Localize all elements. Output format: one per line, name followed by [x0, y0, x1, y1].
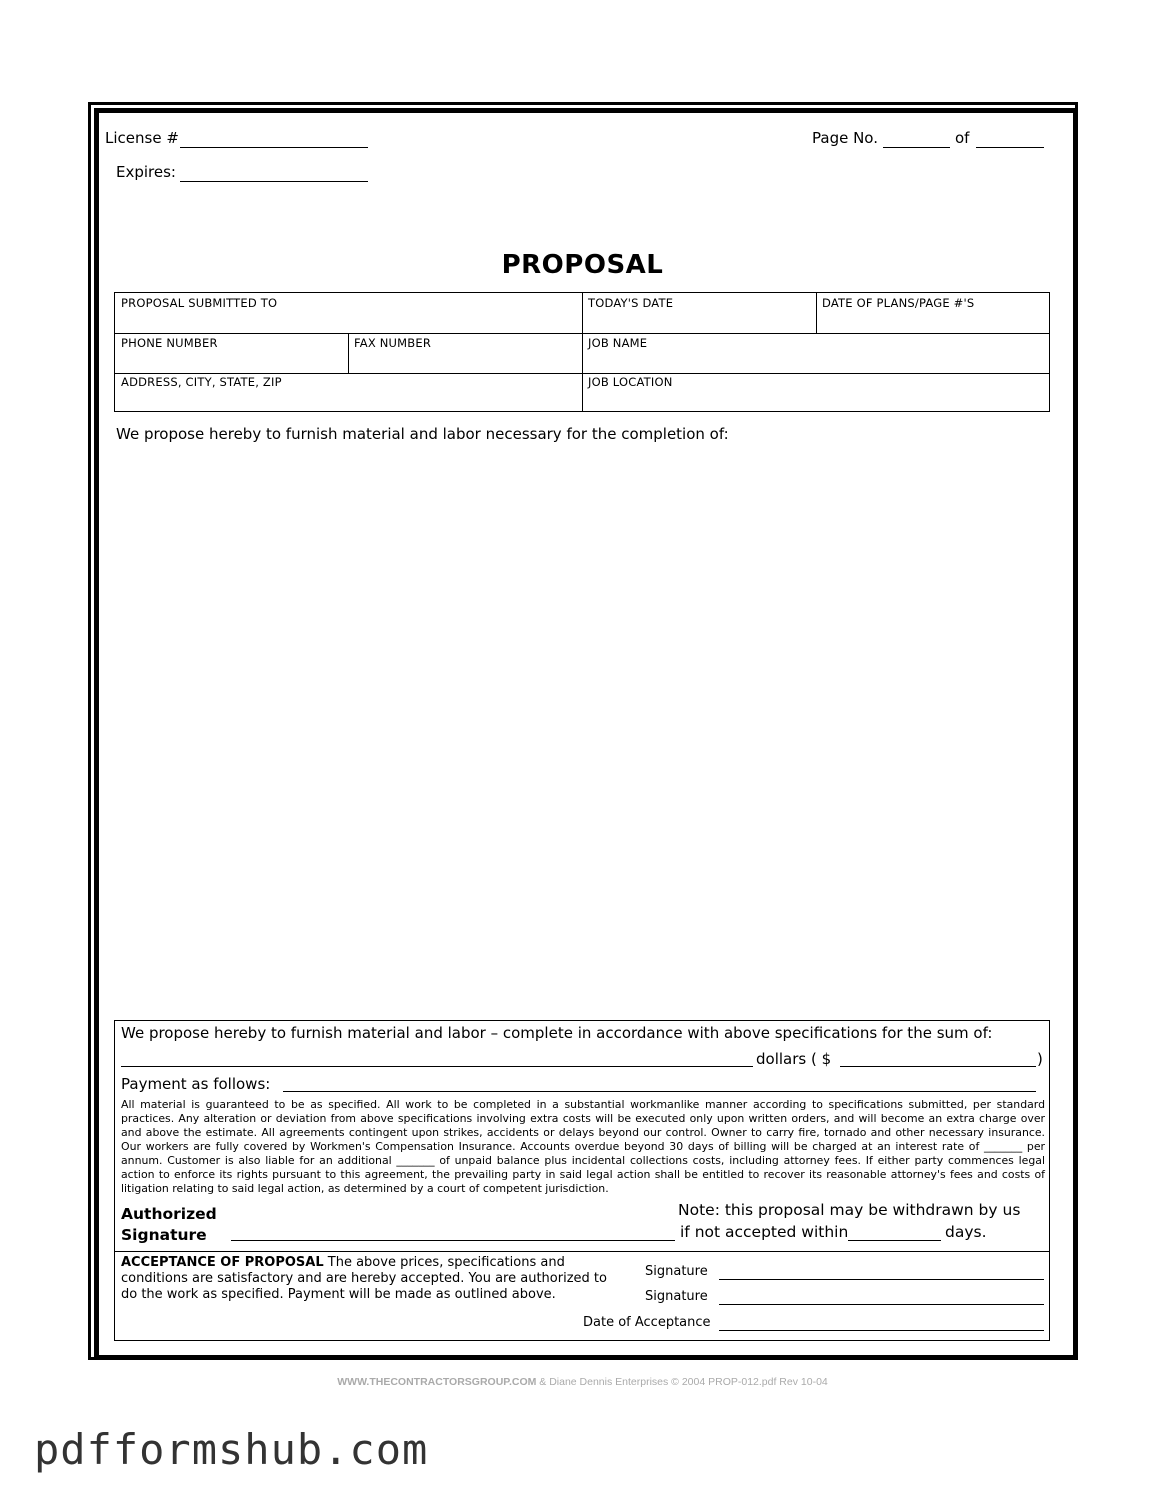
- acceptance-divider: [115, 1251, 1049, 1252]
- license-field[interactable]: [180, 147, 368, 148]
- grid-divider: [115, 373, 1049, 374]
- proposal-submitted-to-field[interactable]: PROPOSAL SUBMITTED TO: [121, 296, 278, 310]
- close-paren: ): [1037, 1050, 1043, 1068]
- expires-field[interactable]: [180, 181, 368, 182]
- authorized-label: [121, 1204, 217, 1246]
- info-grid: [114, 292, 1050, 412]
- withdrawal-days-label: days.: [945, 1223, 987, 1241]
- withdrawal-note-prefix: if not accepted within: [680, 1223, 849, 1241]
- job-name-field[interactable]: JOB NAME: [588, 336, 648, 350]
- grid-divider: [348, 334, 349, 373]
- form-footer: [0, 1376, 1165, 1388]
- footer-credit: & Diane Dennis Enterprises © 2004 PROP-012.pdf Rev 10-04: [536, 1376, 828, 1388]
- page-no-field[interactable]: [883, 147, 950, 148]
- expires-label: Expires:: [116, 163, 176, 181]
- acceptance-signature-2-field[interactable]: [719, 1304, 1044, 1305]
- job-location-field[interactable]: JOB LOCATION: [588, 375, 673, 389]
- page-of-label: of: [955, 129, 970, 147]
- dollars-label: dollars ( $: [756, 1050, 832, 1068]
- signature-label-1: Signature: [645, 1264, 708, 1279]
- page-total-field[interactable]: [976, 147, 1044, 148]
- proposal-intro: We propose hereby to furnish material and labor necessary for the completion of:: [116, 425, 729, 443]
- signature-label-2: Signature: [645, 1289, 708, 1304]
- todays-date-field[interactable]: TODAY'S DATE: [588, 296, 674, 310]
- withdrawal-days-field[interactable]: [848, 1240, 941, 1241]
- acceptance-text: [121, 1255, 621, 1303]
- license-label: License #: [105, 129, 179, 147]
- date-of-plans-field[interactable]: DATE OF PLANS/PAGE #'S: [822, 296, 975, 310]
- date-of-acceptance-label: Date of Acceptance: [583, 1315, 711, 1330]
- grid-divider: [115, 333, 1049, 334]
- authorized-label-line2: Signature: [121, 1226, 207, 1244]
- page-no-label: Page No.: [812, 129, 878, 147]
- work-description-area[interactable]: [116, 450, 1046, 1010]
- footer-site: WWW.THECONTRACTORSGROUP.COM: [337, 1376, 537, 1388]
- acceptance-body: The above prices, specifications and conditions are satisfactory and are hereby accepted. You are authorized to do the work as specified. Payment will be made as outlined above.: [121, 1255, 607, 1302]
- payment-label: Payment as follows:: [121, 1075, 271, 1093]
- withdrawal-note-line1: Note: this proposal may be withdrawn by us: [678, 1201, 1021, 1219]
- acceptance-heading: ACCEPTANCE OF PROPOSAL: [121, 1255, 324, 1270]
- authorized-label-line1: Authorized: [121, 1205, 217, 1223]
- address-field[interactable]: ADDRESS, CITY, STATE, ZIP: [121, 375, 282, 389]
- sum-words-field[interactable]: [121, 1066, 753, 1067]
- payment-terms-field[interactable]: [283, 1091, 1036, 1092]
- phone-number-field[interactable]: PHONE NUMBER: [121, 336, 218, 350]
- fax-number-field[interactable]: FAX NUMBER: [354, 336, 432, 350]
- page-title: PROPOSAL: [501, 250, 664, 280]
- authorized-signature-field[interactable]: [231, 1240, 675, 1241]
- sum-amount-field[interactable]: [840, 1066, 1036, 1067]
- grid-divider: [582, 293, 583, 411]
- grid-divider: [816, 293, 817, 334]
- date-of-acceptance-field[interactable]: [719, 1330, 1044, 1331]
- acceptance-signature-1-field[interactable]: [719, 1279, 1044, 1280]
- watermark-text: pdfformshub.com: [34, 1425, 429, 1474]
- terms-fine-print: All material is guaranteed to be as specified. All work to be completed in a substantial workmanlike manner according to specifications submitted, per standard practices. Any alteration or deviation from above specifications involving extra costs will be executed only upon written orders, and will become an extra charge over and above the estimate. All agreements contingent upon strikes, accidents or delays beyond our control. Owner to carry fire, tornado and other necessary insurance. Our workers are fully covered by Workmen's Compensation Insurance. Accounts overdue beyond 30 days of billing will be charged at an interest rate of _______ per annum. Customer is also liable for an additional _______ of unpaid balance plus incidental collections costs, including attorney fees. If either party commences legal action to enforce its rights pursuant to this agreement, the prevailing party in said legal action shall be entitled to recover its reasonable attorney's fees and costs of litigation relating to said legal action, as determined by a court of competent jurisdiction.: [121, 1098, 1045, 1195]
- sum-sentence: We propose hereby to furnish material and labor – complete in accordance with above specifications for the sum of:: [121, 1024, 993, 1042]
